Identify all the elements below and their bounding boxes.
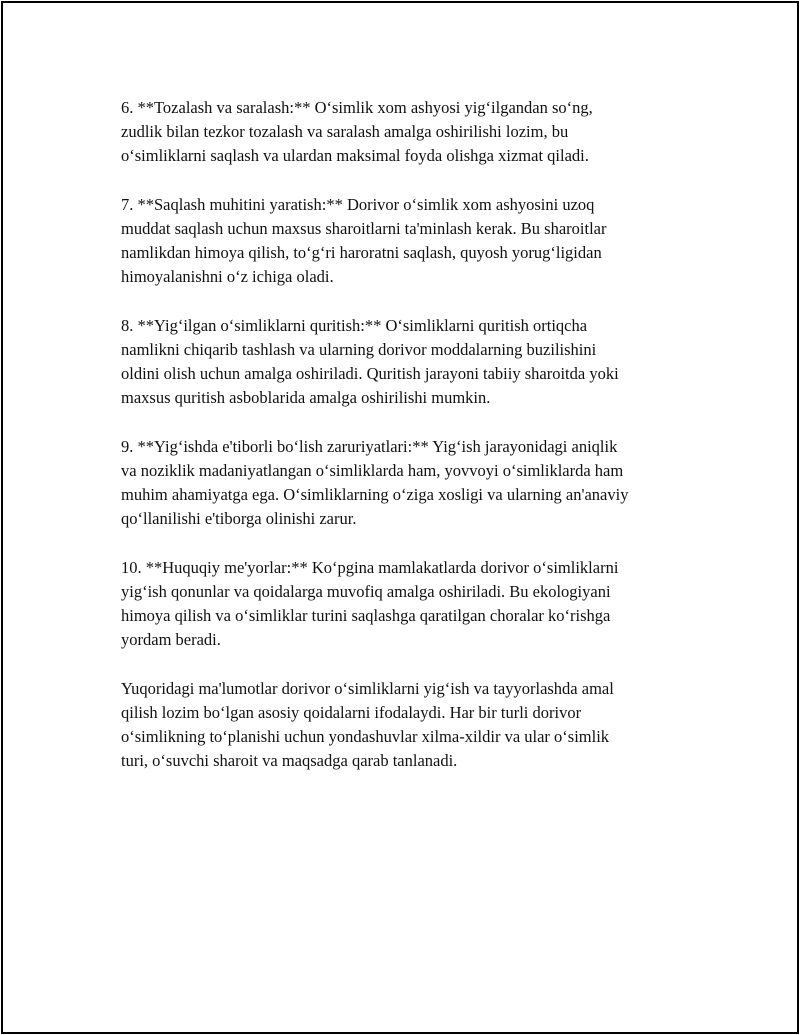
paragraph-conclusion: Yuqoridagi ma'lumotlar dorivor o‘simliklarni yig‘ish va tayyorlashda amal qilish lozim bo‘lgan asosiy qoidalarni ifodalaydi. Har bir turli dorivor o‘simlikning to‘planishi uchun yondashuvlar xilma-xildir va ular o‘simlik turi, o‘suvchi sharoit va maqsadga qarab tanlanadi.	[121, 678, 614, 771]
paragraph-collection-care: 9. **Yig‘ishda e'tiborli bo‘lish zaruriyatlari:** Yig‘ish jarayonidagi aniqlik va noziklik madaniyatlangan o‘simliklarda ham, yovvoyi o‘simliklarda ham muhim ahamiyatga ega. O‘simliklarning o‘ziga xosligi va ularning an'anaviy qo‘llanilishi e'tiborga olinishi zarur.	[121, 436, 629, 529]
paragraph-drying: 8. **Yig‘ilgan o‘simliklarni quritish:** O‘simliklarni quritish ortiqcha namlikni chiqarib tashlash va ularning dorivor moddalarning buzilishini oldini olish uchun amalga oshiriladi. Quritish jarayoni tabiiy sharoitda yoki maxsus quritish asboblarida amalga oshirilishi mumkin.	[121, 315, 619, 408]
page-frame	[1, 1, 799, 1034]
document-body	[121, 96, 691, 798]
paragraph-cleaning-sorting: 6. **Tozalash va saralash:** O‘simlik xom ashyosi yig‘ilgandan so‘ng, zudlik bilan tezkor tozalash va saralash amalga oshirilishi lozim, bu o‘simliklarni saqlash va ulardan maksimal foyda olishga xizmat qiladi.	[121, 98, 593, 166]
paragraph-storage-environment: 7. **Saqlash muhitini yaratish:** Dorivor o‘simlik xom ashyosini uzoq muddat saqlash uchun maxsus sharoitlarni ta'minlash kerak. Bu sharoitlar namlikdan himoya qilish, to‘g‘ri haroratni saqlash, quyosh yorug‘ligidan himoyalanishni o‘z ichiga oladi.	[121, 194, 607, 287]
paragraph-legal-norms: 10. **Huquqiy me'yorlar:** Ko‘pgina mamlakatlarda dorivor o‘simliklarni yig‘ish qonunlar va qoidalarga muvofiq amalga oshiriladi. Bu ekologiyani himoya qilish va o‘simliklar turini saqlashga qaratilgan choralar ko‘rishga yordam beradi.	[121, 557, 619, 650]
